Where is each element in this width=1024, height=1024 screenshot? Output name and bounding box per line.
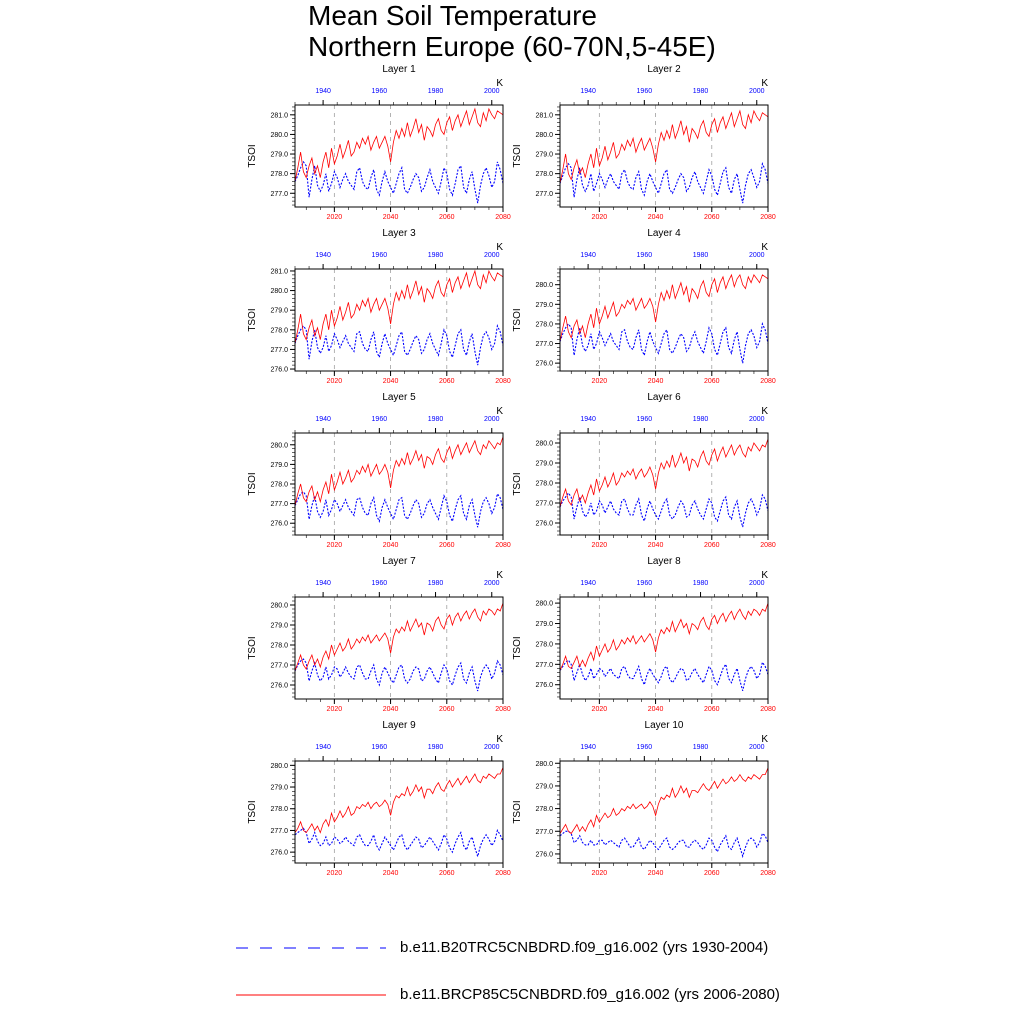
x-tick-label-bottom: 2020: [326, 706, 343, 713]
series-line-future: [295, 271, 503, 344]
x-tick-label-top: 2000: [748, 744, 765, 751]
x-tick-label-bottom: 2020: [326, 542, 343, 549]
plot-frame: [560, 269, 768, 371]
x-tick-label-top: 1940: [580, 744, 596, 751]
series-line-historical: [295, 828, 503, 856]
y-tick-label: 280.0: [270, 602, 288, 610]
y-tick-label: 276.0: [535, 682, 553, 690]
y-tick-label: 279.0: [270, 307, 288, 315]
y-tick-label: 277.0: [270, 190, 288, 198]
y-tick-label: 280.0: [535, 131, 553, 139]
series-line-future: [295, 109, 503, 182]
y-tick-label: 277.0: [535, 500, 553, 508]
plot-frame: [295, 269, 503, 371]
series-line-historical: [560, 164, 768, 203]
units-label: K: [496, 78, 503, 89]
y-tick-label: 280.0: [270, 288, 288, 296]
y-tick-label: 279.0: [535, 783, 553, 791]
y-tick-label: 278.0: [270, 481, 288, 489]
units-label: K: [496, 734, 503, 745]
y-tick-label: 278.0: [535, 806, 553, 814]
y-axis-label: TSOI: [247, 472, 258, 496]
x-tick-label-bottom: 2060: [438, 870, 455, 877]
y-tick-label: 279.0: [535, 621, 553, 629]
x-tick-label-top: 2000: [748, 416, 765, 423]
panel-title: Layer 1: [382, 64, 416, 75]
plot-frame: [560, 597, 768, 699]
y-tick-label: 276.0: [270, 520, 288, 528]
y-tick-label: 277.0: [535, 661, 553, 669]
units-label: K: [761, 734, 768, 745]
y-tick-label: 280.0: [270, 442, 288, 450]
y-tick-label: 280.0: [535, 600, 553, 608]
units-label: K: [761, 406, 768, 417]
x-tick-label-bottom: 2080: [760, 870, 776, 877]
y-axis-label: TSOI: [247, 636, 258, 660]
y-tick-label: 278.0: [535, 321, 553, 329]
series-line-future: [560, 439, 768, 507]
x-tick-label-bottom: 2020: [326, 378, 343, 385]
x-tick-label-bottom: 2040: [382, 378, 399, 385]
plot-frame: [560, 433, 768, 535]
y-tick-label: 278.0: [270, 642, 288, 650]
x-tick-label-bottom: 2040: [382, 214, 399, 221]
x-tick-label-top: 2000: [748, 88, 765, 95]
legend-swatch-future: [236, 985, 386, 1005]
series-line-future: [560, 603, 768, 670]
x-tick-label-bottom: 2080: [760, 378, 776, 385]
y-tick-label: 276.0: [535, 851, 553, 859]
panel-layer-5: [247, 392, 511, 549]
x-tick-label-bottom: 2040: [647, 542, 664, 549]
series-line-historical: [295, 326, 503, 365]
y-tick-label: 279.0: [535, 301, 553, 309]
series-line-future: [560, 275, 768, 342]
y-tick-label: 277.0: [535, 190, 553, 198]
x-tick-label-bottom: 2020: [326, 214, 343, 221]
series-line-future: [560, 768, 768, 834]
panel-title: Layer 2: [647, 64, 681, 75]
series-line-future: [295, 437, 503, 506]
x-tick-label-bottom: 2080: [495, 214, 511, 221]
y-axis-label: TSOI: [247, 800, 258, 824]
y-tick-label: 279.0: [535, 151, 553, 159]
y-axis-label: TSOI: [247, 308, 258, 332]
panel-layer-4: [512, 228, 776, 385]
panel-title: Layer 3: [382, 228, 416, 239]
panel-layer-3: [247, 228, 511, 385]
y-tick-label: 277.0: [270, 346, 288, 354]
panel-title: Layer 8: [647, 556, 681, 567]
x-tick-label-top: 1960: [636, 580, 653, 587]
x-tick-label-bottom: 2040: [382, 870, 399, 877]
x-tick-label-bottom: 2020: [591, 870, 608, 877]
legend-label-historical: b.e11.B20TRC5CNBDRD.f09_g16.002 (yrs 1930-2004): [400, 939, 769, 956]
panel-title: Layer 5: [382, 392, 416, 403]
series-line-historical: [560, 831, 768, 856]
x-tick-label-bottom: 2060: [703, 214, 720, 221]
x-tick-label-bottom: 2020: [591, 542, 608, 549]
x-tick-label-top: 2000: [483, 416, 500, 423]
x-tick-label-bottom: 2020: [591, 378, 608, 385]
y-tick-label: 279.0: [270, 622, 288, 630]
legend: [0, 920, 1024, 1020]
units-label: K: [761, 78, 768, 89]
y-tick-label: 280.0: [270, 131, 288, 139]
series-line-future: [295, 603, 503, 671]
x-tick-label-top: 1940: [315, 252, 331, 259]
y-tick-label: 276.0: [270, 849, 288, 857]
y-tick-label: 278.0: [535, 171, 553, 179]
x-tick-label-bottom: 2040: [647, 870, 664, 877]
plot-frame: [560, 761, 768, 863]
series-line-historical: [295, 492, 503, 527]
x-tick-label-top: 1980: [427, 416, 444, 423]
y-tick-label: 278.0: [535, 641, 553, 649]
chart-title-line-1: Mean Soil Temperature: [308, 0, 597, 31]
x-tick-label-bottom: 2060: [703, 870, 720, 877]
panel-layer-2: [512, 64, 776, 221]
panel-title: Layer 9: [382, 720, 416, 731]
panel-title: Layer 6: [647, 392, 681, 403]
y-tick-label: 279.0: [270, 151, 288, 159]
series-line-future: [295, 768, 503, 833]
y-tick-label: 277.0: [535, 828, 553, 836]
x-tick-label-top: 2000: [483, 88, 500, 95]
units-label: K: [761, 242, 768, 253]
panel-title: Layer 4: [647, 228, 681, 239]
panel-layer-6: [512, 392, 776, 549]
y-tick-label: 280.0: [535, 760, 553, 768]
x-tick-label-bottom: 2060: [438, 214, 455, 221]
x-tick-label-bottom: 2040: [382, 706, 399, 713]
x-tick-label-top: 1960: [636, 416, 653, 423]
legend-swatch-historical: [236, 938, 386, 958]
panel-title: Layer 10: [644, 720, 684, 731]
x-tick-label-bottom: 2060: [438, 378, 455, 385]
y-tick-label: 277.0: [270, 827, 288, 835]
units-label: K: [761, 570, 768, 581]
y-tick-label: 279.0: [535, 460, 553, 468]
x-tick-label-bottom: 2080: [495, 870, 511, 877]
panel-layer-10: [512, 720, 776, 877]
x-tick-label-top: 1940: [580, 416, 596, 423]
y-tick-label: 279.0: [270, 784, 288, 792]
x-tick-label-top: 1940: [580, 580, 596, 587]
x-tick-label-bottom: 2040: [647, 706, 664, 713]
x-tick-label-top: 2000: [483, 744, 500, 751]
y-tick-label: 281.0: [270, 268, 288, 276]
y-tick-label: 277.0: [535, 341, 553, 349]
panel-title: Layer 7: [382, 556, 416, 567]
x-tick-label-bottom: 2080: [495, 542, 511, 549]
plot-frame: [295, 597, 503, 699]
units-label: K: [496, 570, 503, 581]
plot-frame: [295, 761, 503, 863]
y-axis-label: TSOI: [512, 144, 523, 168]
x-tick-label-bottom: 2080: [760, 214, 776, 221]
x-tick-label-top: 1980: [427, 744, 444, 751]
units-label: K: [496, 242, 503, 253]
x-tick-label-bottom: 2040: [382, 542, 399, 549]
y-tick-label: 277.0: [270, 662, 288, 670]
x-tick-label-bottom: 2040: [647, 378, 664, 385]
x-tick-label-bottom: 2020: [591, 214, 608, 221]
x-tick-label-bottom: 2060: [438, 706, 455, 713]
y-tick-label: 278.0: [535, 480, 553, 488]
y-axis-label: TSOI: [512, 800, 523, 824]
x-tick-label-bottom: 2040: [647, 214, 664, 221]
x-tick-label-top: 1940: [315, 416, 331, 423]
x-tick-label-bottom: 2080: [495, 706, 511, 713]
units-label: K: [496, 406, 503, 417]
legend-label-future: b.e11.BRCP85C5CNBDRD.f09_g16.002 (yrs 2006-2080): [400, 986, 780, 1003]
y-tick-label: 280.0: [270, 762, 288, 770]
x-tick-label-top: 1940: [580, 88, 596, 95]
series-line-future: [560, 111, 768, 184]
x-tick-label-top: 2000: [483, 580, 500, 587]
y-tick-label: 276.0: [270, 366, 288, 374]
panel-layer-8: [512, 556, 776, 713]
x-tick-label-top: 1980: [427, 88, 444, 95]
x-tick-label-bottom: 2060: [438, 542, 455, 549]
x-tick-label-bottom: 2060: [703, 542, 720, 549]
x-tick-label-top: 1980: [427, 252, 444, 259]
x-tick-label-bottom: 2080: [760, 706, 776, 713]
series-line-historical: [295, 659, 503, 691]
x-tick-label-top: 1960: [371, 88, 388, 95]
series-line-historical: [560, 324, 768, 363]
y-tick-label: 281.0: [270, 112, 288, 120]
panel-layer-1: [247, 64, 511, 221]
x-tick-label-top: 1980: [692, 416, 709, 423]
x-tick-label-bottom: 2060: [703, 378, 720, 385]
y-axis-label: TSOI: [247, 144, 258, 168]
x-tick-label-top: 2000: [748, 580, 765, 587]
x-tick-label-bottom: 2080: [760, 542, 776, 549]
x-tick-label-top: 1980: [692, 88, 709, 95]
x-tick-label-top: 1940: [580, 252, 596, 259]
series-line-historical: [560, 660, 768, 691]
panel-layer-7: [247, 556, 511, 713]
x-tick-label-top: 1980: [692, 744, 709, 751]
x-tick-label-bottom: 2020: [591, 706, 608, 713]
y-axis-label: TSOI: [512, 308, 523, 332]
x-tick-label-top: 1960: [636, 744, 653, 751]
chart-title-line-2: Northern Europe (60-70N,5-45E): [308, 31, 716, 62]
y-tick-label: 281.0: [535, 112, 553, 120]
x-tick-label-top: 1960: [371, 252, 388, 259]
x-tick-label-bottom: 2060: [703, 706, 720, 713]
y-tick-label: 278.0: [270, 806, 288, 814]
x-tick-label-top: 2000: [483, 252, 500, 259]
panel-layer-9: [247, 720, 511, 877]
x-tick-label-top: 1960: [371, 744, 388, 751]
y-tick-label: 280.0: [535, 440, 553, 448]
x-tick-label-top: 1960: [636, 88, 653, 95]
y-tick-label: 278.0: [270, 171, 288, 179]
x-tick-label-top: 1980: [427, 580, 444, 587]
y-tick-label: 276.0: [535, 520, 553, 528]
x-tick-label-top: 1940: [315, 744, 331, 751]
x-tick-label-top: 2000: [748, 252, 765, 259]
x-tick-label-top: 1940: [315, 88, 331, 95]
y-tick-label: 276.0: [535, 360, 553, 368]
y-tick-label: 280.0: [535, 282, 553, 290]
series-line-historical: [295, 162, 503, 203]
x-tick-label-bottom: 2020: [326, 870, 343, 877]
y-axis-label: TSOI: [512, 636, 523, 660]
y-tick-label: 276.0: [270, 682, 288, 690]
y-tick-label: 278.0: [270, 327, 288, 335]
x-tick-label-top: 1960: [636, 252, 653, 259]
x-tick-label-top: 1960: [371, 416, 388, 423]
y-tick-label: 279.0: [270, 461, 288, 469]
x-tick-label-top: 1940: [315, 580, 331, 587]
x-tick-label-top: 1960: [371, 580, 388, 587]
y-tick-label: 277.0: [270, 501, 288, 509]
x-tick-label-bottom: 2080: [495, 378, 511, 385]
y-axis-label: TSOI: [512, 472, 523, 496]
x-tick-label-top: 1980: [692, 580, 709, 587]
x-tick-label-top: 1980: [692, 252, 709, 259]
series-line-historical: [560, 493, 768, 527]
